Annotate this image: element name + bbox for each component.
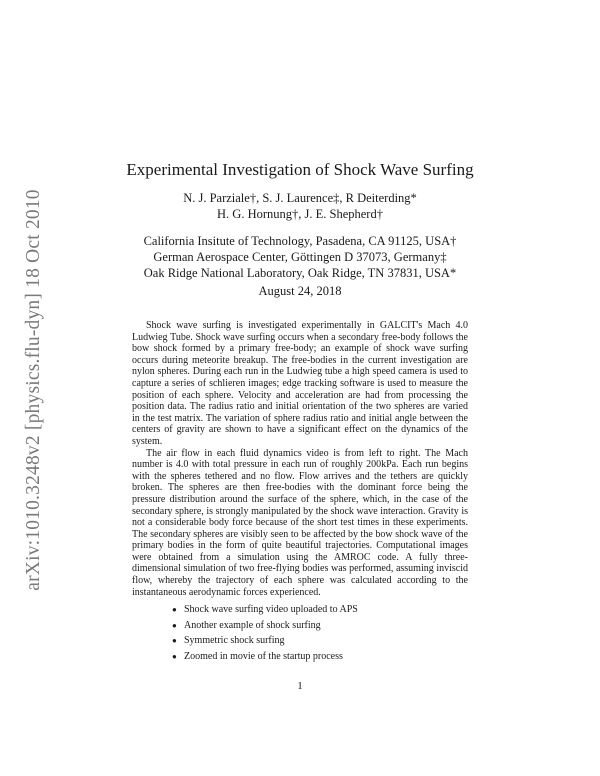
- page-number: 1: [297, 680, 303, 692]
- bullet-icon: ●: [172, 620, 177, 630]
- video-link-symmetric[interactable]: Symmetric shock surfing: [184, 635, 285, 647]
- abstract-paragraph-2: The air flow in each fluid dynamics video is from left to right. The Mach number is 4.0 with total pressure in each run of roughly 200kPa. Each run begins with the spheres tethered and no flow. Flow arrives and the tethers are quickly broken. The spheres are then free-bodies with the dominant force being the pressure distribution around the surface of the sphere, which, in the case of the secondary sphere, is strongly manipulated by the shock wave interaction. Gravity is not a considerable body force because of the short test times in these experiments. The secondary spheres are visibly seen to be affected by the bow shock wave of the primary bodies in the form of quite beautiful trajectories. Computational images were obtained from a simulation using the AMROC code. A fully three-dimensional simulation of two free-flying bodies was performed, assuming inviscid flow, whereby the trajectory of each sphere was calculated according to the instantaneous aerodynamic forces experienced.: [132, 447, 468, 598]
- bullet-icon: ●: [172, 605, 177, 615]
- author-line-2: H. G. Hornung†, J. E. Shepherd†: [217, 207, 383, 221]
- affiliation-dlr: German Aerospace Center, Göttingen D 37073, Germany‡: [153, 250, 447, 264]
- author-list: [0, 190, 600, 222]
- list-item: [172, 633, 358, 649]
- paper-title: Experimental Investigation of Shock Wave Surfing: [126, 160, 474, 179]
- list-item: [172, 618, 358, 634]
- list-item: [172, 602, 358, 618]
- arxiv-identifier-text: arXiv:1010.3248v2 [physics.flu-dyn] 18 Oct 2010: [23, 189, 45, 591]
- bullet-icon: ●: [172, 636, 177, 646]
- list-item: [172, 649, 358, 665]
- video-link-list: [172, 602, 358, 664]
- author-line-1: N. J. Parziale†, S. J. Laurence‡, R Deiterding*: [183, 191, 417, 205]
- video-link-another-example[interactable]: Another example of shock surfing: [184, 619, 321, 631]
- affiliation-caltech: California Insitute of Technology, Pasadena, CA 91125, USA†: [143, 234, 457, 248]
- affiliation-ornl: Oak Ridge National Laboratory, Oak Ridge, TN 37831, USA*: [143, 266, 457, 280]
- video-link-startup[interactable]: Zoomed in movie of the startup process: [184, 650, 343, 662]
- video-link-aps[interactable]: Shock wave surfing video uploaded to APS: [184, 604, 358, 616]
- arxiv-identifier: [16, 150, 52, 630]
- abstract-paragraph-1: Shock wave surfing is investigated experimentally in GALCIT's Mach 4.0 Ludwieg Tube. Shock wave surfing occurs when a secondary free-body follows the bow shock formed by a primary free-body; an example of shock wave surfing occurs during meteorite breakup. The free-bodies in the current investigation are nylon spheres. During each run in the Ludwieg tube a high speed camera is used to capture a series of schlieren images; edge tracking software is used to measure the position of each sphere. Velocity and acceleration are had from processing the position data. The radius ratio and initial orientation of the two spheres are varied in the test matrix. The variation of sphere radius ratio and initial angle between the centers of gravity are shown to have a significant effect on the dynamics of the system.: [132, 320, 468, 447]
- paper-date: August 24, 2018: [258, 284, 342, 298]
- affiliation-list: [0, 233, 600, 281]
- abstract: [132, 320, 468, 598]
- bullet-icon: ●: [172, 651, 177, 661]
